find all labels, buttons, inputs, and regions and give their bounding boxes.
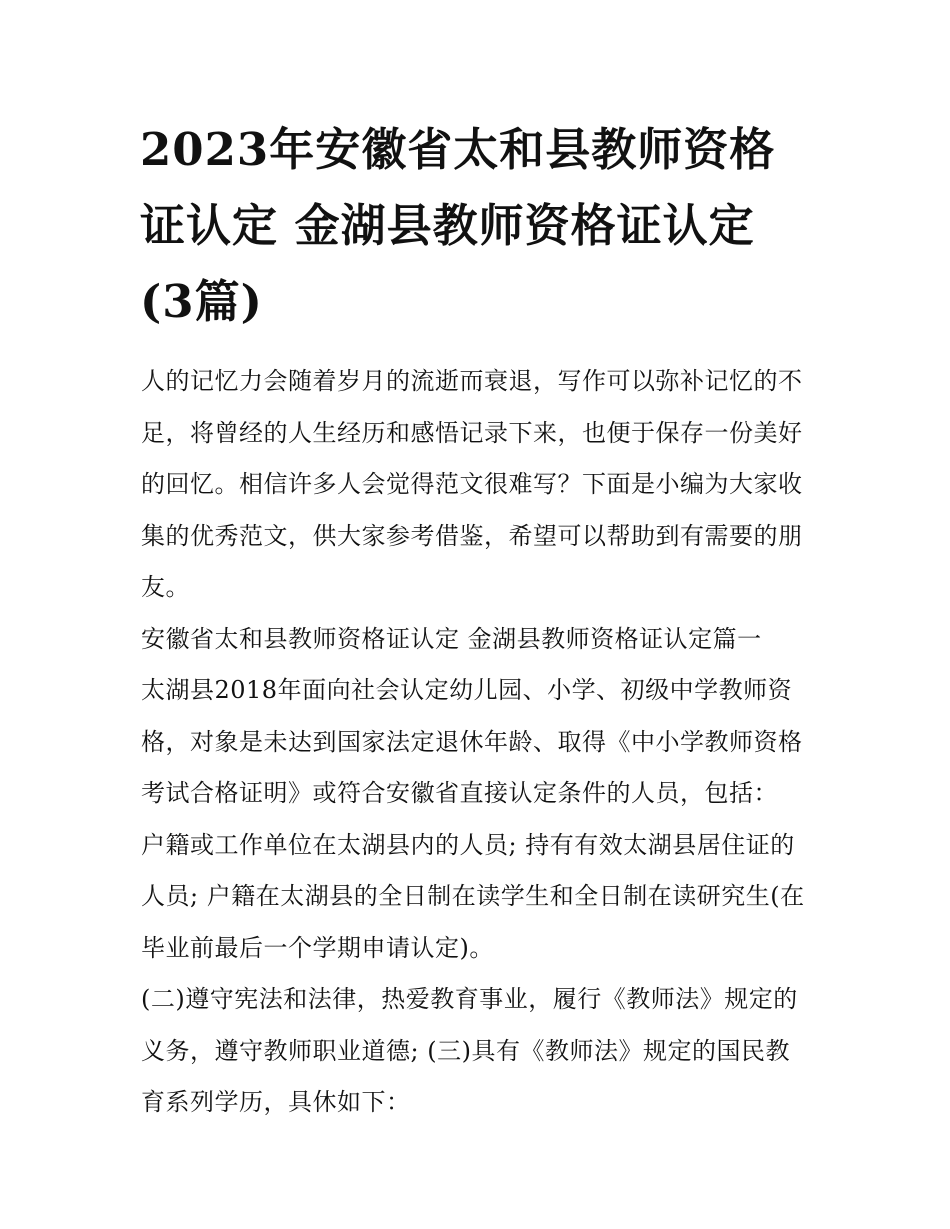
text-line: 足，将曾经的人生经历和感悟记录下来，也便于保存一份美好 <box>141 418 803 447</box>
text-line: 户籍或工作单位在太湖县内的人员; 持有有效太湖县居住证的 <box>141 830 795 859</box>
document-body <box>141 356 811 1129</box>
text-line: 考试合格证明》或符合安徽省直接认定条件的人员，包括： <box>141 779 778 807</box>
text-line: 格，对象是未达到国家法定退休年龄、取得《中小学教师资格 <box>141 727 803 756</box>
body-paragraph <box>141 665 811 820</box>
text-line: 人员; 户籍在太湖县的全日制在读学生和全日制在读研究生(在 <box>141 882 805 910</box>
text-line: 人的记忆力会随着岁月的流逝而衰退，写作可以弥补记忆的不 <box>141 367 803 395</box>
text-line: 太湖县2018年面向社会认定幼儿园、小学、初级中学教师资 <box>141 676 793 704</box>
text-line: 集的优秀范文，供大家参考借鉴，希望可以帮助到有需要的朋 <box>141 521 803 550</box>
body-paragraph <box>141 974 811 1129</box>
title-line: (3篇) <box>140 275 263 328</box>
text-line: 友。 <box>141 573 190 601</box>
document-title <box>140 112 810 340</box>
text-line: (二)遵守宪法和法律，热爱教育事业，履行《教师法》规定的 <box>141 985 798 1013</box>
title-line: 证认定 金湖县教师资格证认定 <box>140 199 755 252</box>
text-line: 义务，遵守教师职业道德; (三)具有《教师法》规定的国民教 <box>141 1036 790 1065</box>
text-line: 的回忆。相信许多人会觉得范文很难写？下面是小编为大家收 <box>141 470 803 498</box>
text-line: 育系列学历，具休如下： <box>141 1088 411 1116</box>
title-line: 2023年安徽省太和县教师资格 <box>140 123 776 176</box>
text-line: 毕业前最后一个学期申请认定)。 <box>141 933 494 962</box>
body-paragraph <box>141 820 811 975</box>
intro-paragraph <box>141 356 811 614</box>
section-heading <box>141 614 811 666</box>
text-line: 安徽省太和县教师资格证认定 金湖县教师资格证认定篇一 <box>141 624 762 653</box>
